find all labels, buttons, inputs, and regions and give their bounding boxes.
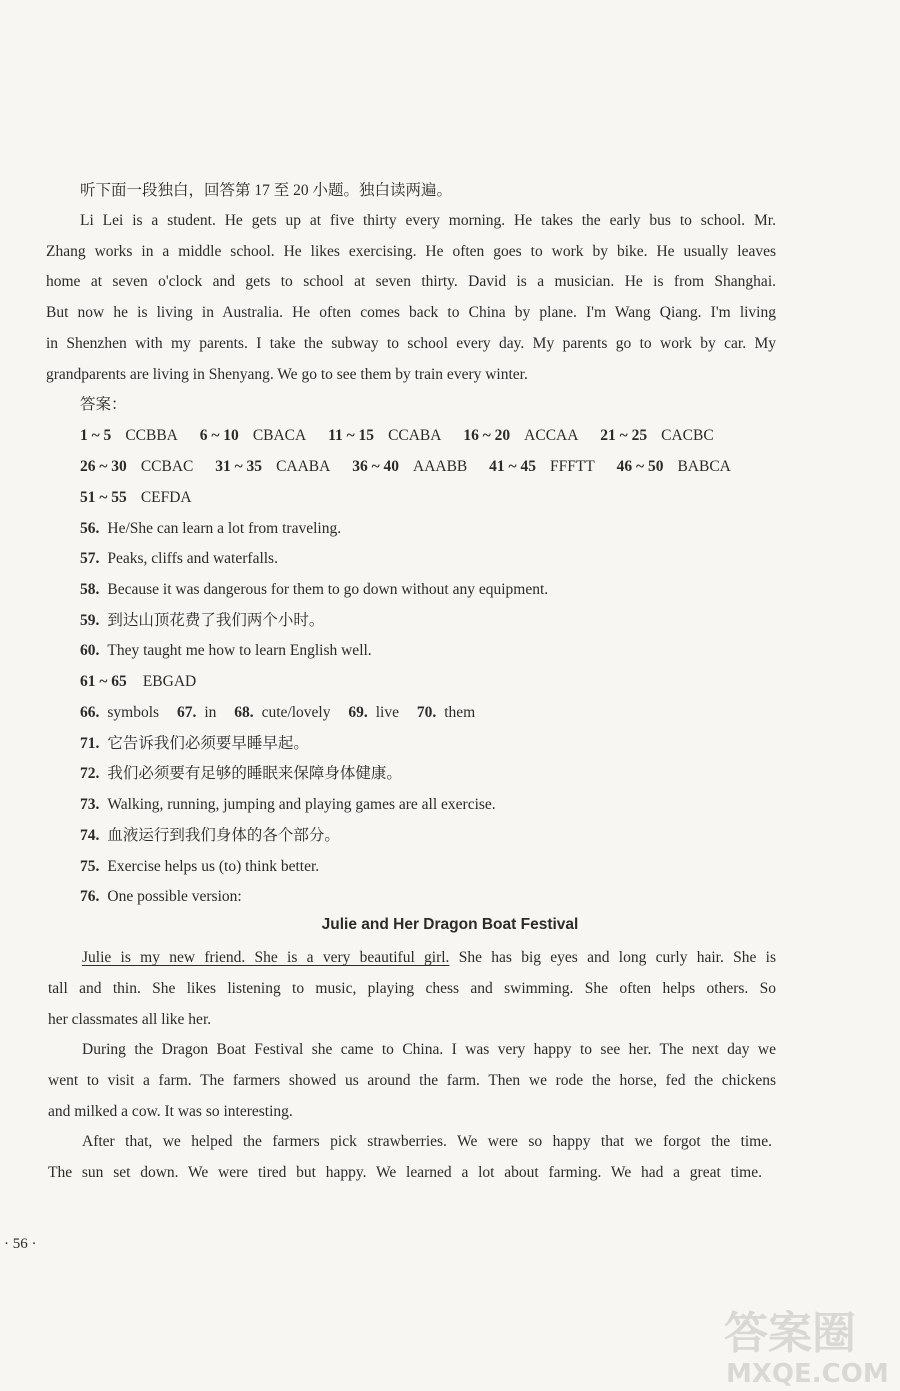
answer-item: 76. One possible version: bbox=[80, 888, 242, 905]
mc-answer-row bbox=[80, 488, 810, 508]
monologue-line: home at seven o'clock and gets to school at seven thirty. David is a musician. He is from Shanghai. bbox=[46, 273, 776, 290]
mc-answer-group: 46 ~ 50 BABCA bbox=[616, 458, 731, 475]
answer-item: 59. 到达山顶花费了我们两个小时。 bbox=[80, 612, 325, 629]
mc-answer-group: 16 ~ 20 ACCAA bbox=[463, 427, 579, 444]
answer-item: 75. Exercise helps us (to) think better. bbox=[80, 858, 320, 875]
mc-answer-group: 11 ~ 15 CCABA bbox=[328, 427, 442, 444]
essay-line: The sun set down. We were tired but happy. We learned a lot about farming. We had a great time. bbox=[48, 1164, 762, 1181]
watermark-logo bbox=[720, 1298, 895, 1386]
answer-item: 61 ~ 65 EBGAD bbox=[80, 673, 197, 690]
mc-answer-group: 21 ~ 25 CACBC bbox=[600, 427, 714, 444]
monologue-line: Zhang works in a middle school. He likes exercising. He often goes to work by bike. He usually leaves bbox=[46, 243, 776, 260]
essay-line: After that, we helped the farmers pick strawberries. We were so happy that we forgot the time. bbox=[82, 1133, 772, 1150]
monologue-line: grandparents are living in Shenyang. We go to see them by train every winter. bbox=[46, 366, 528, 383]
essay-title: Julie and Her Dragon Boat Festival bbox=[321, 916, 579, 933]
mc-answer-group: 31 ~ 35 CAABA bbox=[215, 458, 331, 475]
mc-answer-group: 51 ~ 55 CEFDA bbox=[80, 489, 192, 506]
essay-line: tall and thin. She likes listening to music, playing chess and swimming. She often helps others. So bbox=[48, 980, 776, 997]
answer-item: 71. 它告诉我们必须要早睡早起。 bbox=[80, 735, 309, 752]
answer-item: 60. They taught me how to learn English well. bbox=[80, 642, 372, 659]
essay-line: During the Dragon Boat Festival she came to China. I was very happy to see her. The next day we bbox=[82, 1041, 776, 1058]
mc-answer-group: 26 ~ 30 CCBAC bbox=[80, 458, 194, 475]
answer-item: 58. Because it was dangerous for them to go down without any equipment. bbox=[80, 581, 549, 598]
essay-line: Julie is my new friend. She is a very beautiful girl. She has big eyes and long curly hair. She is bbox=[82, 949, 776, 966]
page-number: · 56 · bbox=[4, 1236, 37, 1252]
underlined-sentence: Julie is my new friend. She is a very beautiful girl. bbox=[82, 949, 450, 966]
monologue-line: in Shenzhen with my parents. I take the subway to school every day. My parents go to work by car. My bbox=[46, 335, 776, 352]
answers-label: 答案： bbox=[80, 396, 127, 413]
listening-intro: 听下面一段独白，回答第 17 至 20 小题。独白读两遍。 bbox=[80, 182, 453, 199]
svg-text:MXQE.COM: MXQE.COM bbox=[726, 1359, 889, 1386]
mc-answer-group: 36 ~ 40 AAABB bbox=[352, 458, 468, 475]
mc-answer-row bbox=[80, 426, 810, 446]
answer-item: 74. 血液运行到我们身体的各个部分。 bbox=[80, 827, 340, 844]
answer-item: 72. 我们必须要有足够的睡眠来保障身体健康。 bbox=[80, 765, 402, 782]
essay-line: her classmates all like her. bbox=[48, 1011, 212, 1028]
answer-item: 56. He/She can learn a lot from traveling. bbox=[80, 520, 342, 537]
monologue-line: Li Lei is a student. He gets up at five thirty every morning. He takes the early bus to school. Mr. bbox=[80, 212, 776, 229]
mc-answer-group: 1 ~ 5 CCBBA bbox=[80, 427, 178, 444]
monologue-line: But now he is living in Australia. He often comes back to China by plane. I'm Wang Qiang. I'm living bbox=[46, 304, 776, 321]
mc-answer-group: 6 ~ 10 CBACA bbox=[199, 427, 307, 444]
essay-line: and milked a cow. It was so interesting. bbox=[48, 1103, 293, 1120]
answer-item: 57. Peaks, cliffs and waterfalls. bbox=[80, 550, 278, 567]
watermark-icon bbox=[720, 1298, 895, 1386]
essay-line: went to visit a farm. The farmers showed us around the farm. Then we rode the horse, fed the chickens bbox=[48, 1072, 776, 1089]
mc-answer-group: 41 ~ 45 FFFTT bbox=[489, 458, 595, 475]
fill-answers-row: 66. symbols 67. in 68. cute/lovely 69. live 70. them bbox=[80, 704, 476, 721]
mc-answer-row bbox=[80, 457, 810, 477]
svg-text:答案圈: 答案圈 bbox=[724, 1308, 856, 1359]
answer-item: 73. Walking, running, jumping and playing games are all exercise. bbox=[80, 796, 496, 813]
